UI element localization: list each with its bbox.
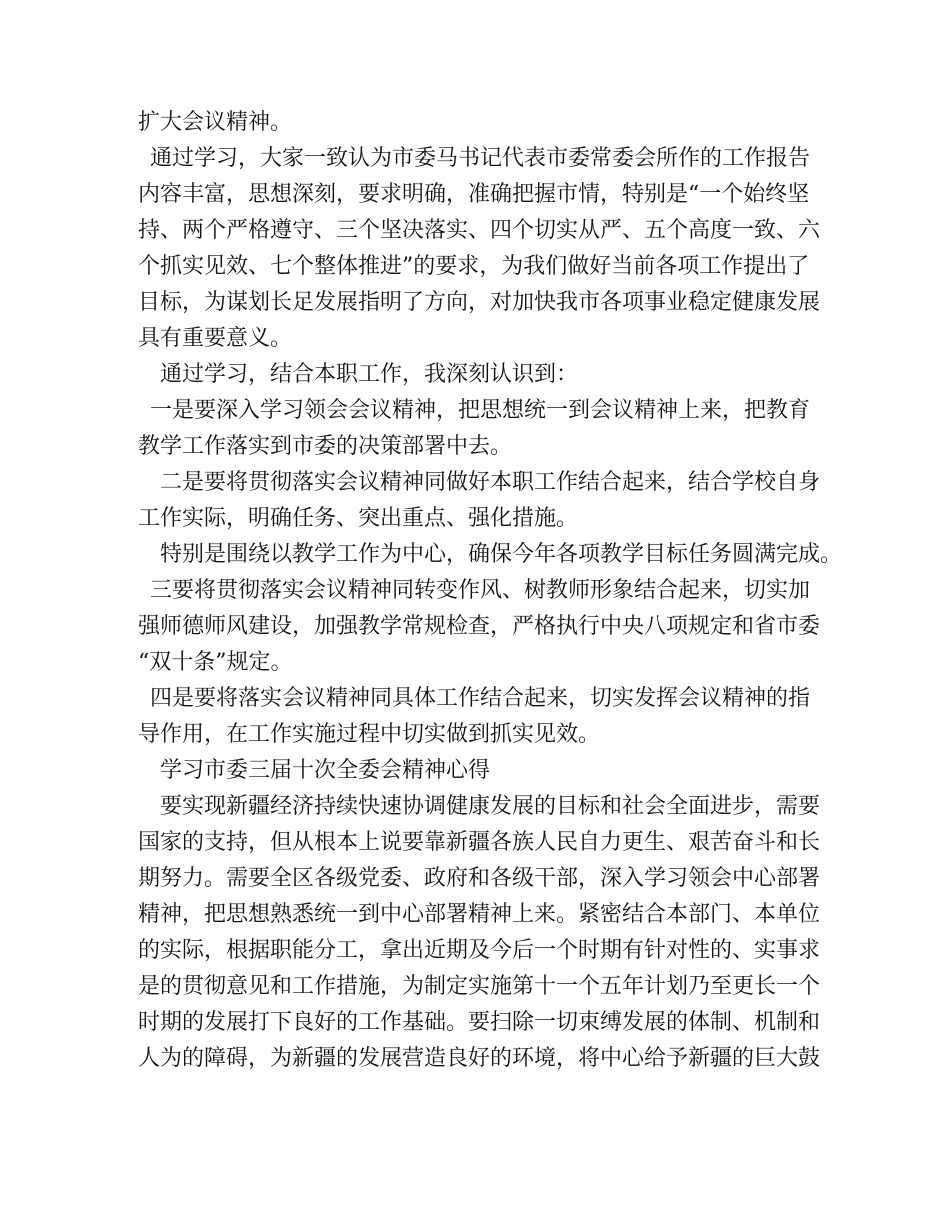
text-line: 四是要将落实会议精神同具体工作结合起来，切实发挥会议精神的指 (150, 686, 811, 711)
text-line: 人为的障碍，为新疆的发展营造良好的环境，将中心给予新疆的巨大鼓 (138, 1046, 821, 1071)
text-line: 具有重要意义。 (138, 326, 293, 351)
text-line: 工作实际，明确任务、突出重点、强化措施。 (138, 506, 579, 531)
text-line: 个抓实见效、七个整体推进”的要求，为我们做好当前各项工作提出了 (138, 254, 810, 279)
text-line: 目标，为谋划长足发展指明了方向，对加快我市各项事业稳定健康发展 (138, 290, 821, 315)
text-line: 是的贯彻意见和工作措施，为制定实施第十一个五年计划乃至更长一个 (138, 974, 821, 999)
text-line: 精神，把思想熟悉统一到中心部署精神上来。紧密结合本部门、本单位 (138, 902, 821, 927)
text-line: 教学工作落实到市委的决策部署中去。 (138, 434, 513, 459)
text-line: 导作用，在工作实施过程中切实做到抓实见效。 (138, 722, 601, 747)
text-line: 一是要深入学习领会会议精神，把思想统一到会议精神上来，把教育 (150, 398, 811, 423)
text-line: “双十条”规定。 (138, 650, 293, 675)
text-line: 国家的支持，但从根本上说要靠新疆各族人民自力更生、艰苦奋斗和长 (138, 830, 821, 855)
text-line: 三要将贯彻落实会议精神同转变作风、树教师形象结合起来，切实加 (150, 578, 811, 603)
text-line: 强师德师风建设，加强教学常规检查，严格执行中央八项规定和省市委 (138, 614, 821, 639)
text-line: 持、两个严格遵守、三个坚决落实、四个切实从严、五个高度一致、六 (138, 218, 821, 243)
text-line: 通过学习，大家一致认为市委马书记代表市委常委会所作的工作报告 (150, 146, 811, 171)
text-line: 要实现新疆经济持续快速协调健康发展的目标和社会全面进步，需要 (160, 794, 821, 819)
text-line: 特别是围绕以教学工作为中心，确保今年各项教学目标任务圆满完成。 (160, 542, 843, 567)
text-line: 期努力。需要全区各级党委、政府和各级干部，深入学习领会中心部署 (138, 866, 821, 891)
text-line: 通过学习，结合本职工作，我深刻认识到： (160, 362, 579, 387)
text-line: 的实际，根据职能分工，拿出近期及今后一个时期有针对性的、实事求 (138, 938, 821, 963)
text-line: 扩大会议精神。 (138, 110, 293, 135)
text-line: 时期的发展打下良好的工作基础。要扫除一切束缚发展的体制、机制和 (138, 1010, 821, 1035)
text-line: 二是要将贯彻落实会议精神同做好本职工作结合起来，结合学校自身 (160, 470, 821, 495)
text-line: 内容丰富，思想深刻，要求明确，准确把握市情，特别是“一个始终坚 (138, 182, 810, 207)
section-heading: 学习市委三届十次全委会精神心得 (160, 758, 491, 783)
